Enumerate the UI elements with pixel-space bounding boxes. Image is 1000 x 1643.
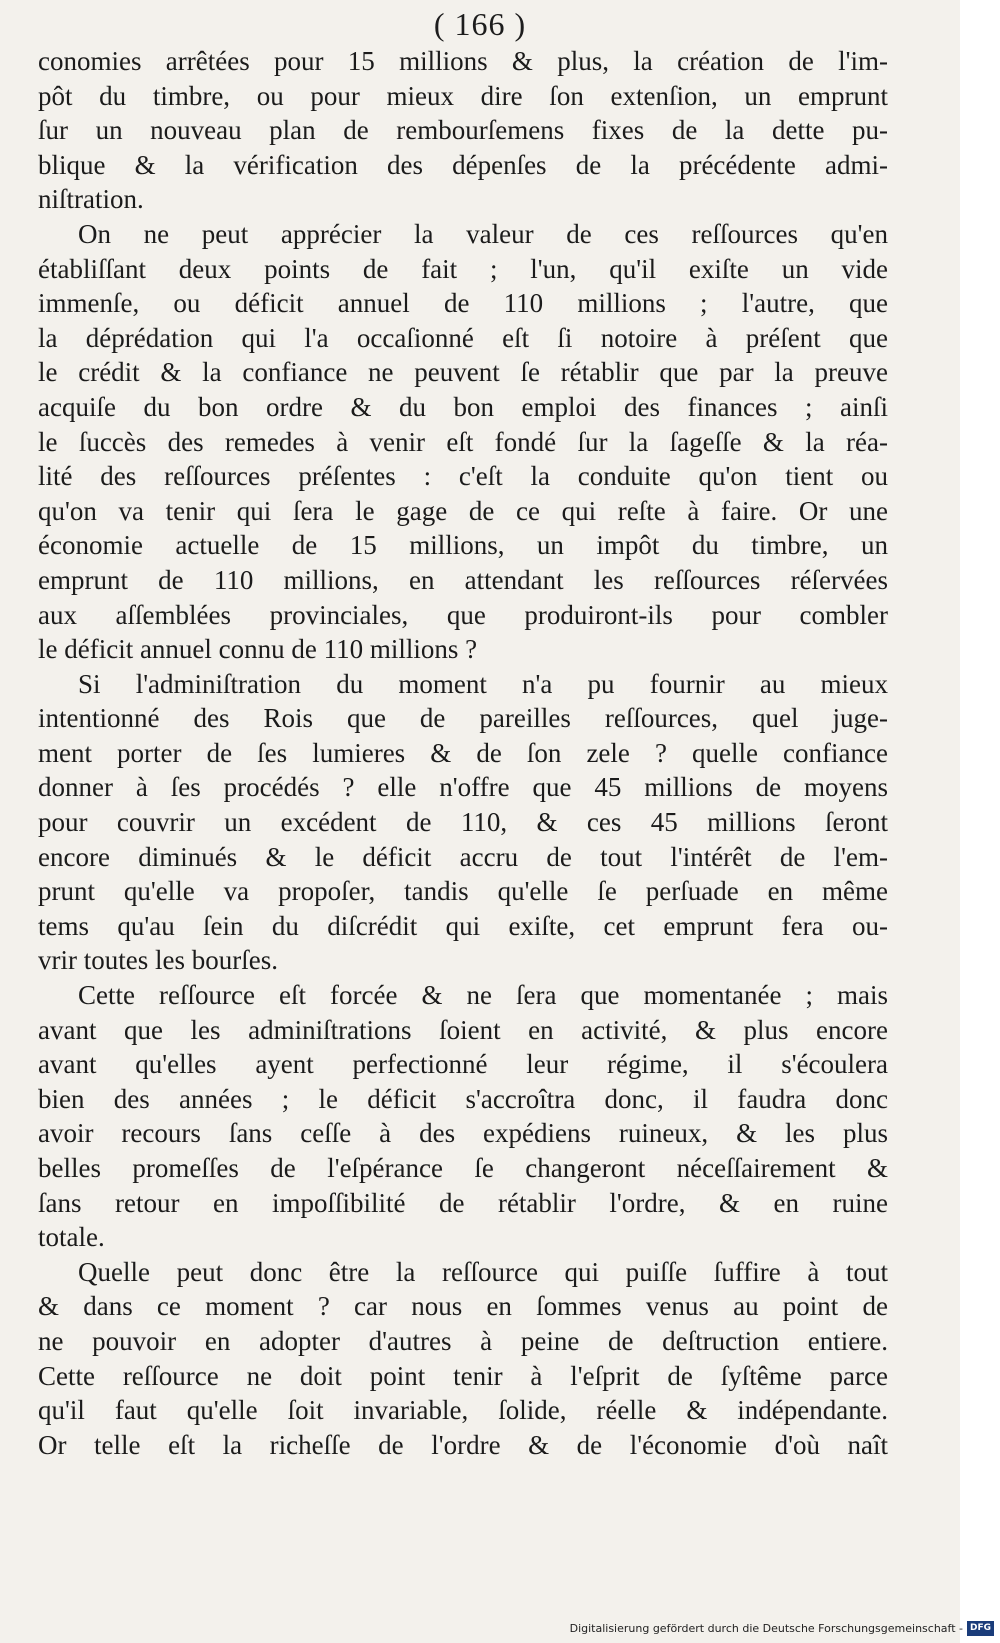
- text-line: le déficit annuel connu de 110 millions ?: [38, 634, 478, 665]
- text-line: totale.: [38, 1222, 105, 1253]
- text-line: ſur un nouveau plan de rembourſemens fixes de la dette pu-: [38, 115, 888, 146]
- text-line: lité des reſſources préſentes : c'eſt la conduite qu'on tient ou: [38, 461, 888, 492]
- text-line: le crédit & la confiance ne peuvent ſe rétablir que par la preuve: [38, 357, 888, 388]
- text-line: donner à ſes procédés ? elle n'offre que 45 millions de moyens: [38, 772, 888, 803]
- digitization-credit: [570, 1619, 994, 1637]
- text-line: On ne peut apprécier la valeur de ces reſſources qu'en: [78, 218, 888, 249]
- text-line: économie actuelle de 15 millions, un impôt du timbre, un: [38, 530, 888, 561]
- text-line: ne pouvoir en adopter d'autres à peine de deſtruction entiere.: [38, 1325, 888, 1356]
- text-line: avoir recours ſans ceſſe à des expédiens ruineux, & les plus: [38, 1118, 888, 1149]
- page-number: ( 166 ): [433, 6, 527, 42]
- text-line: qu'il faut qu'elle ſoit invariable, ſolide, réelle & indépendante.: [38, 1395, 888, 1426]
- text-line: ſans retour en impoſſibilité de rétablir l'ordre, & en ruine: [38, 1187, 888, 1218]
- text-line: Quelle peut donc être la reſſource qui puiſſe ſuffire à tout: [78, 1256, 888, 1287]
- text-line: immenſe, ou déficit annuel de 110 millions ; l'autre, que: [38, 288, 888, 319]
- text-line: pour couvrir un excédent de 110, & ces 45 millions ſeront: [38, 807, 888, 838]
- text-line: avant qu'elles ayent perfectionné leur régime, il s'écoulera: [38, 1049, 888, 1080]
- text-line: encore diminués & le déficit accru de tout l'intérêt de l'em-: [38, 841, 888, 872]
- text-line: conomies arrêtées pour 15 millions & plus, la création de l'im-: [38, 46, 888, 76]
- text-line: prunt qu'elle va propoſer, tandis qu'elle ſe perſuade en même: [38, 876, 888, 907]
- text-line: Si l'adminiſtration du moment n'a pu fournir au mieux: [78, 668, 888, 699]
- text-line: blique & la vérification des dépenſes de la précédente admi-: [38, 149, 888, 180]
- text-line: intentionné des Rois que de pareilles reſſources, quel juge-: [38, 703, 888, 734]
- text-line: niſtration.: [38, 184, 144, 215]
- text-line: vrir toutes les bourſes.: [38, 945, 278, 976]
- text-line: aux aſſemblées provinciales, que produiront-ils pour combler: [38, 599, 888, 630]
- text-line: emprunt de 110 millions, en attendant les reſſources réſervées: [38, 564, 888, 595]
- text-line: avant que les adminiſtrations ſoient en activité, & plus encore: [38, 1014, 888, 1045]
- text-line: acquiſe du bon ordre & du bon emploi des finances ; ainſi: [38, 391, 888, 422]
- text-line: pôt du timbre, ou pour mieux dire ſon extenſion, un emprunt: [38, 80, 888, 111]
- dfg-logo: DFG: [967, 1621, 994, 1636]
- text-line: Cette reſſource ne doit point tenir à l'eſprit de ſyſtême parce: [38, 1360, 888, 1391]
- text-line: la déprédation qui l'a occaſionné eſt ſi notoire à préſent que: [38, 322, 888, 353]
- text-line: ment porter de ſes lumieres & de ſon zele ? quelle confiance: [38, 737, 888, 768]
- text-line: & dans ce moment ? car nous en ſommes venus au point de: [38, 1291, 888, 1322]
- credit-text: Digitalisierung gefördert durch die Deutsche Forschungsgemeinschaft -: [569, 1621, 963, 1635]
- text-line: le ſuccès des remedes à venir eſt fondé ſur la ſageſſe & la réa-: [38, 426, 888, 457]
- text-line: qu'on va tenir qui ſera le gage de ce qui reſte à faire. Or une: [38, 495, 888, 526]
- text-line: belles promeſſes de l'eſpérance ſe changeront néceſſairement &: [38, 1153, 888, 1183]
- text-line: tems qu'au ſein du diſcrédit qui exiſte, cet emprunt fera ou-: [38, 910, 888, 941]
- body-text: [38, 44, 888, 1462]
- text-line: Cette reſſource eſt forcée & ne ſera que momentanée ; mais: [78, 980, 888, 1011]
- text-line: bien des années ; le déficit s'accroîtra donc, il faudra donc: [38, 1083, 888, 1114]
- text-line: établiſſant deux points de fait ; l'un, qu'il exiſte un vide: [38, 253, 888, 284]
- text-line: Or telle eſt la richeſſe de l'ordre & de l'économie d'où naît: [38, 1429, 888, 1460]
